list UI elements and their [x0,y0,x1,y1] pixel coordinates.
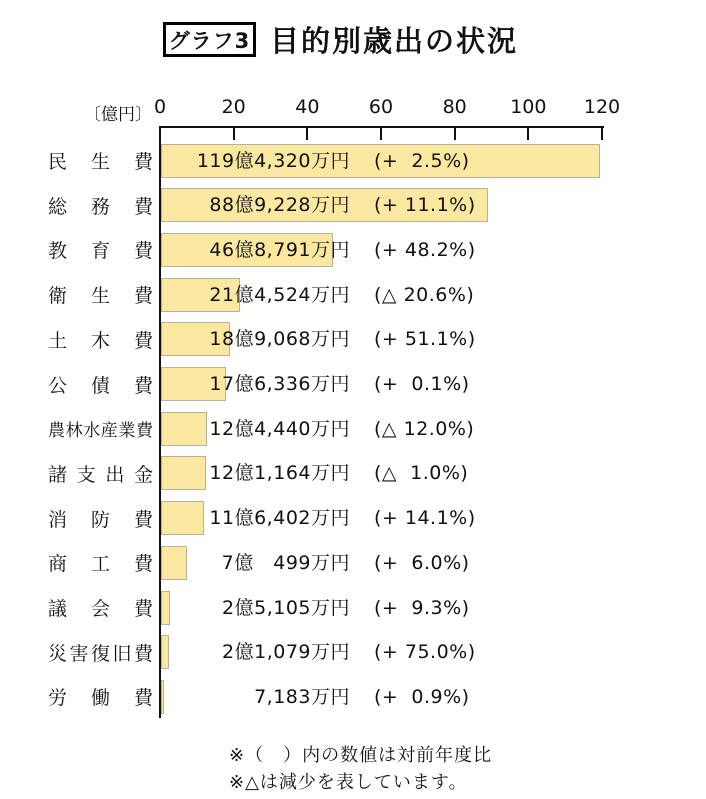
category-label: 諸 支 出 金 [48,463,153,486]
value-label: 21億4,524万円 [209,283,350,306]
category-label: 商 工 費 [48,553,153,576]
x-axis-tick-label: 40 [295,96,320,118]
change-label: (+ 48.2%) [374,238,476,261]
graph-number-badge: グラフ3 [163,22,256,57]
change-label: (+ 2.5%) [374,149,470,172]
category-label: 民 生 費 [48,151,153,173]
change-label: (+ 14.1%) [374,507,476,530]
change-label: (+ 51.1%) [374,328,476,351]
footnote-triangle: ※△は減少を表しています。 [229,772,468,793]
x-axis-tick-mark [380,127,382,140]
x-axis-tick-mark [601,127,603,140]
value-label: 46億8,791万円 [209,238,350,261]
x-axis-tick-label: 20 [221,96,246,118]
change-label: (+ 0.1%) [374,373,470,395]
change-label: (+ 0.9%) [374,685,470,708]
x-axis-tick-label: 60 [368,96,394,118]
page-title: 目的別歳出の状況 [270,23,519,58]
category-label: 消 防 費 [48,508,153,531]
value-label: 119億4,320万円 [196,149,350,172]
change-label: (+ 11.1%) [374,194,476,217]
value-label: 18億9,068万円 [209,328,350,351]
category-label: 公 債 費 [48,374,153,397]
value-label: 88億9,228万円 [209,194,350,217]
category-label: 衛 生 費 [48,285,153,308]
category-label: 災 害 復 旧 費 [48,642,153,665]
x-axis-line [160,126,604,128]
value-label: 17億6,336万円 [209,373,350,395]
x-axis-tick-mark [454,127,456,140]
change-label: (△ 1.0%) [374,462,469,485]
category-label: 教 育 費 [48,240,153,263]
category-label: 土 木 費 [48,329,153,352]
value-label: 12億4,440万円 [209,417,350,440]
x-axis-tick-label: 100 [510,96,547,118]
value-label: 2億1,079万円 [222,641,350,664]
value-label: 12億1,164万円 [209,462,350,485]
value-label: 11億6,402万円 [209,507,350,530]
x-axis-tick-mark [306,127,308,140]
change-label: (△ 12.0%) [374,417,475,440]
x-axis-tick-label: 120 [583,96,621,118]
value-label: 7,183万円 [254,685,350,708]
change-label: (△ 20.6%) [374,283,475,306]
change-label: (+ 6.0%) [374,551,470,574]
x-axis-tick-label: 0 [153,96,167,118]
axis-unit-label: 〔億円〕 [84,105,152,125]
value-label: 2億5,105万円 [222,596,350,619]
x-axis-tick-mark [233,127,235,140]
change-label: (+ 9.3%) [374,596,470,619]
footnote-parentheses: ※（ ）内の数値は対前年度比 [229,745,493,766]
change-label: (+ 75.0%) [374,641,476,664]
category-label: 農 林 水 産 業 費 [48,421,153,442]
value-label: 7億 499万円 [221,551,350,574]
category-label: 総 務 費 [48,195,153,218]
category-label: 労 働 費 [48,687,153,710]
x-axis-tick-mark [527,127,529,140]
x-axis-tick-label: 80 [442,96,467,118]
category-label: 議 会 費 [48,598,153,620]
